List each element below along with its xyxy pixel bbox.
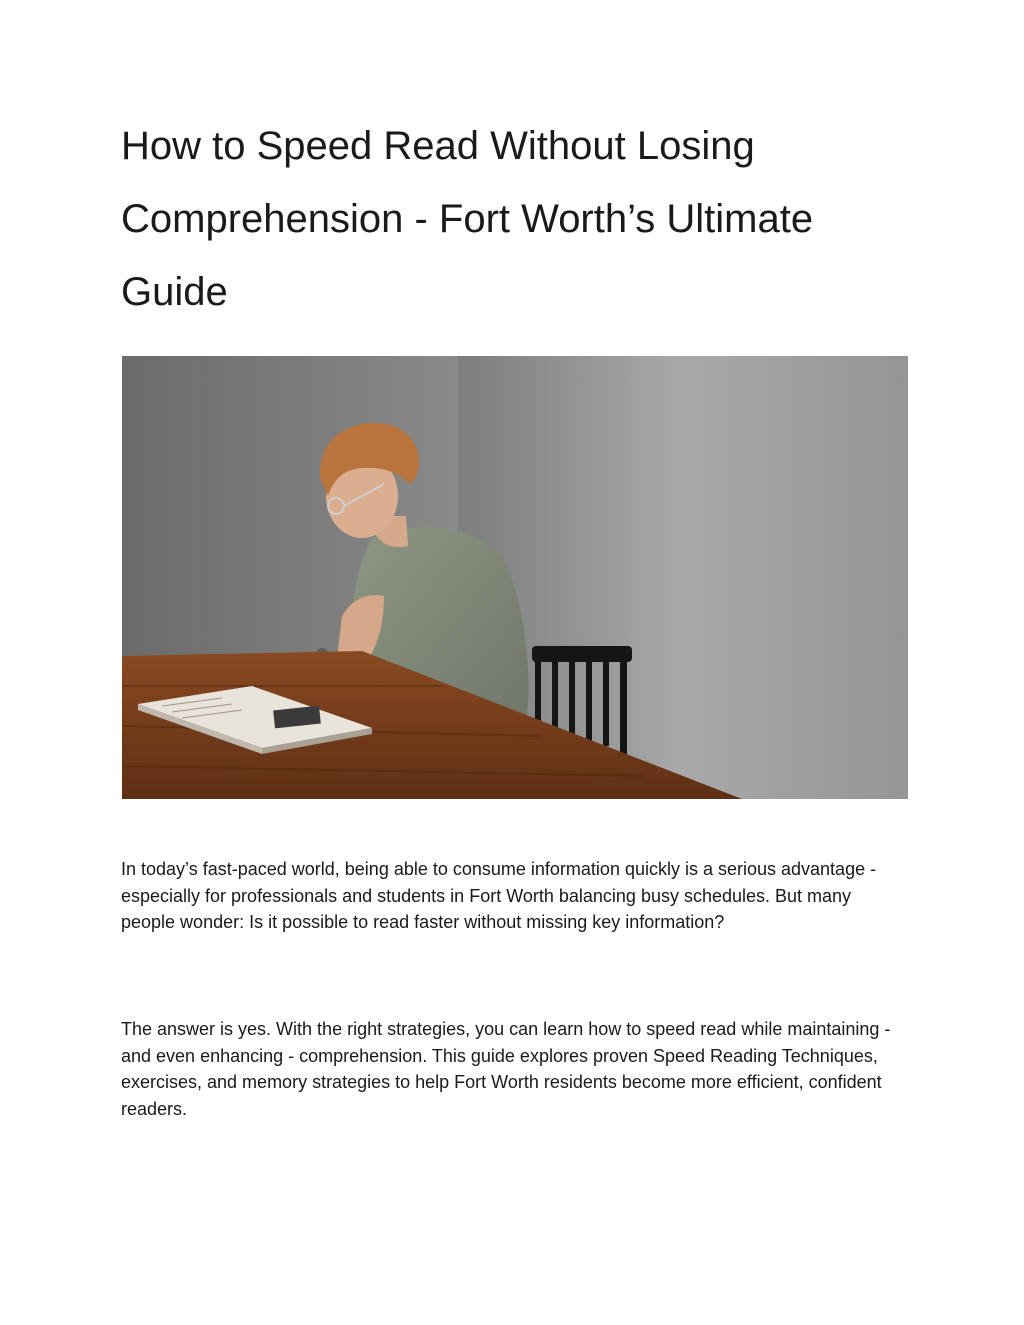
page-title: How to Speed Read Without Losing Comprehension - Fort Worth’s Ultimate Guide	[121, 124, 814, 314]
hero-photo	[122, 356, 908, 799]
answer-paragraph: The answer is yes. With the right strategies, you can learn how to speed read while maintaining - and even enhancing - comprehension. This guide explores proven Speed Reading Techniques, exercises, and memory strategies to help Fort Worth residents become more efficient, confident readers.	[121, 1019, 891, 1119]
photo-person-reading-illustration	[122, 356, 908, 799]
intro-paragraph: In today’s fast-paced world, being able to consume information quickly is a serious advantage - especially for professionals and students in Fort Worth balancing busy schedules. But many people wonder: Is it possible to read faster without missing key information?	[121, 859, 877, 932]
